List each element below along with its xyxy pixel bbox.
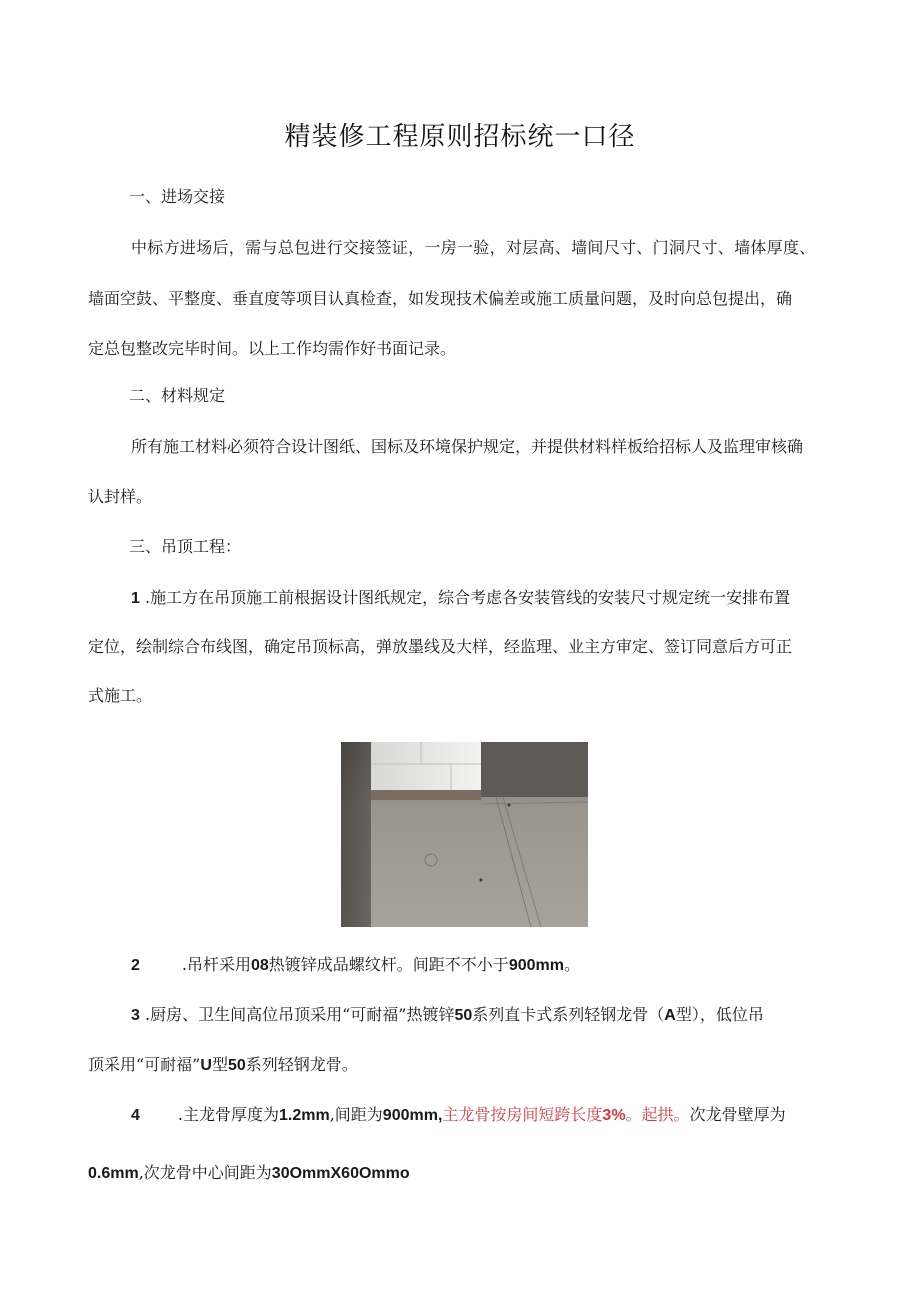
list-item-1-line: 1 .施工方在吊顶施工前根据设计图纸规定，综合考虑各安装管线的安装尺寸规定统一安排布置 — [131, 588, 791, 607]
paragraph-line: 顶采用“可耐福”U型50系列轻钢龙骨。 — [88, 1055, 358, 1074]
list-item-4-line: 4 .主龙骨厚度为1.2mm,间距为900mm,主龙骨按房间短跨长度3%。起拱。次龙骨壁厚为 — [131, 1105, 786, 1124]
list-number: 3 — [131, 1007, 140, 1024]
list-number: 2 — [131, 957, 140, 974]
list-number: 4 — [131, 1107, 140, 1124]
highlighted-text: 3% — [602, 1107, 626, 1124]
highlighted-text: 主龙骨按房间短跨长度 — [442, 1105, 603, 1124]
document-title: 精装修工程原则招标统一口径 — [284, 122, 636, 152]
section-heading-materials: 二、材料规定 — [129, 386, 226, 405]
paragraph-line: 定位，绘制综合布线图，确定吊顶标高，弹放墨线及大样，经监理、业主方审定、签订同意后方可正 — [88, 637, 793, 656]
paragraph-line: 定总包整改完毕时间。以上工作均需作好书面记录。 — [88, 339, 457, 358]
paragraph-line: 所有施工材料必须符合设计图纸、国标及环境保护规定，并提供材料样板给招标人及监理审核确 — [131, 437, 804, 456]
paragraph-line: 墙面空鼓、平整度、垂直度等项目认真检查，如发现技术偏差或施工质量问题，及时向总包提出，确 — [88, 289, 793, 308]
section-heading-handover: 一、进场交接 — [129, 187, 226, 206]
list-item-3-line: 3 .厨房、卫生间高位吊顶采用“可耐福”热镀锌50系列直卡式系列轻钢龙骨（A型），低位吊 — [131, 1005, 764, 1024]
paragraph-line: 0.6mm,次龙骨中心间距为30OmmX60Ommo — [88, 1163, 410, 1182]
paragraph-line: 式施工。 — [88, 686, 153, 705]
highlighted-text: 。起拱。 — [625, 1105, 690, 1124]
paragraph-line: 中标方进场后，需与总包进行交接签证，一房一验，对层高、墙间尺寸、门洞尺寸、墙体厚度、 — [131, 238, 816, 257]
ceiling-site-photo — [341, 742, 588, 927]
section-heading-ceiling: 三、吊顶工程： — [129, 537, 242, 556]
paragraph-line: 认封样。 — [88, 487, 153, 506]
list-item-2-line: 2 .吊杆采用08热镀锌成品螺纹杆。间距不不小于900mm。 — [131, 955, 580, 974]
list-number: 1 — [131, 590, 140, 607]
